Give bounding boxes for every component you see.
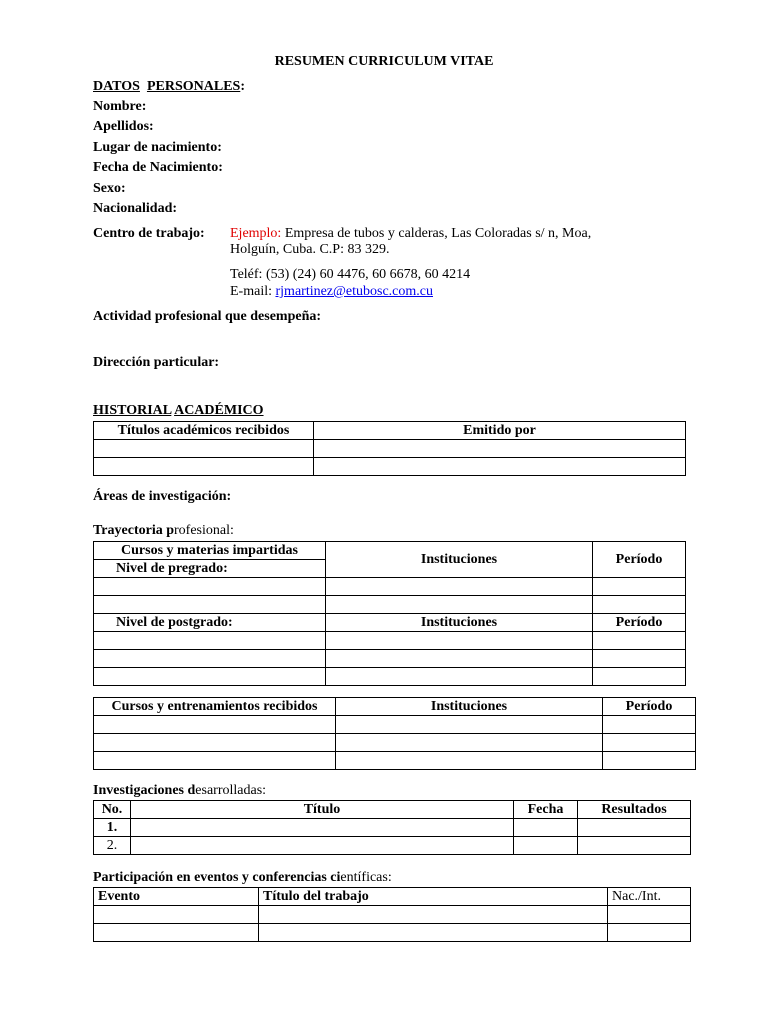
academic-table <box>93 421 686 476</box>
row-number-2: 2. <box>94 837 131 855</box>
table-cell[interactable] <box>94 458 314 476</box>
trajectory-label-rest: rofesional: <box>174 523 234 538</box>
field-nombre: Nombre: <box>93 99 147 114</box>
col-periodo: Período <box>603 698 696 716</box>
trajectory-table <box>93 541 686 686</box>
example-word: Ejemplo: <box>230 226 282 241</box>
table-cell[interactable] <box>326 632 593 650</box>
row-number-1: 1. <box>94 819 131 837</box>
table-row <box>94 458 686 476</box>
work-email-line <box>230 282 433 302</box>
investigations-label-bold: Investigaciones d <box>93 783 196 798</box>
table-cell[interactable] <box>336 716 603 734</box>
table-cell[interactable] <box>578 837 691 855</box>
col-evento: Evento <box>94 888 259 906</box>
table-cell[interactable] <box>608 906 691 924</box>
address-label: Dirección particular: <box>93 355 220 370</box>
table-cell[interactable] <box>593 650 686 668</box>
trajectory-label-bold: Trayectoria p <box>93 523 174 538</box>
table-cell[interactable] <box>94 596 326 614</box>
table-row <box>94 716 696 734</box>
table-row <box>94 578 686 596</box>
col-cursos-recibidos: Cursos y entrenamientos recibidos <box>94 698 336 716</box>
investigations-label <box>93 781 266 801</box>
table-row <box>94 906 691 924</box>
table-row <box>94 837 691 855</box>
table-cell[interactable] <box>326 650 593 668</box>
table-cell[interactable] <box>94 578 326 596</box>
table-cell[interactable] <box>514 819 578 837</box>
col-fecha: Fecha <box>514 801 578 819</box>
table-row <box>94 632 686 650</box>
table-cell[interactable] <box>578 819 691 837</box>
field-fecha-nacimiento: Fecha de Nacimiento: <box>93 160 223 175</box>
table-cell[interactable] <box>131 819 514 837</box>
personal-data-heading <box>93 77 245 97</box>
col-no: No. <box>94 801 131 819</box>
table-cell[interactable] <box>314 440 686 458</box>
table-cell[interactable] <box>259 906 608 924</box>
col-instituciones: Instituciones <box>326 542 593 578</box>
academic-heading-word1: HISTORIAL <box>93 403 172 418</box>
table-header-row <box>94 614 686 632</box>
personal-heading-word1: DATOS <box>93 79 140 94</box>
table-row <box>94 819 691 837</box>
events-table <box>93 887 691 942</box>
table-cell[interactable] <box>603 752 696 770</box>
table-cell[interactable] <box>94 924 259 942</box>
table-cell[interactable] <box>593 668 686 686</box>
work-address-line2: Holguín, Cuba. C.P: 83 329. <box>230 242 390 257</box>
table-cell[interactable] <box>94 632 326 650</box>
table-cell[interactable] <box>94 716 336 734</box>
table-cell[interactable] <box>259 924 608 942</box>
table-cell[interactable] <box>326 596 593 614</box>
table-cell[interactable] <box>94 734 336 752</box>
work-address-text: Empresa de tubos y calderas, Las Coloradas s/ n, Moa, <box>281 226 592 241</box>
table-cell[interactable] <box>94 650 326 668</box>
table-cell[interactable] <box>94 668 326 686</box>
document-title: RESUMEN CURRICULUM VITAE <box>274 54 494 69</box>
table-cell[interactable] <box>336 752 603 770</box>
work-phone: Teléf: (53) (24) 60 4476, 60 6678, 60 4214 <box>230 267 471 282</box>
table-cell[interactable] <box>314 458 686 476</box>
table-row <box>94 650 686 668</box>
work-center-label: Centro de trabajo: <box>93 226 205 241</box>
col-titulo-trabajo: Título del trabajo <box>259 888 608 906</box>
table-cell[interactable] <box>593 578 686 596</box>
investigations-label-rest: esarrolladas: <box>195 783 267 798</box>
research-areas-label: Áreas de investigación: <box>93 489 232 504</box>
email-link[interactable]: rjmartinez@etubosc.com.cu <box>275 284 433 299</box>
table-header-row <box>94 888 691 906</box>
personal-heading-word2: PERSONALES <box>146 79 241 94</box>
col-titulos: Títulos académicos recibidos <box>94 422 314 440</box>
table-row <box>94 924 691 942</box>
field-nacionalidad: Nacionalidad: <box>93 201 178 216</box>
col-nac-int: Nac./Int. <box>608 888 691 906</box>
table-cell[interactable] <box>94 906 259 924</box>
col-titulo: Título <box>131 801 514 819</box>
col-instituciones: Instituciones <box>336 698 603 716</box>
field-sexo: Sexo: <box>93 181 126 196</box>
table-header-row <box>94 542 686 560</box>
table-header-row <box>94 422 686 440</box>
table-row <box>94 596 686 614</box>
col-periodo-post: Período <box>593 614 686 632</box>
table-cell[interactable] <box>94 440 314 458</box>
col-instituciones-post: Instituciones <box>326 614 593 632</box>
table-cell[interactable] <box>326 668 593 686</box>
table-cell[interactable] <box>593 596 686 614</box>
events-label <box>93 868 392 888</box>
col-periodo: Período <box>593 542 686 578</box>
table-cell[interactable] <box>131 837 514 855</box>
academic-heading <box>93 401 264 421</box>
col-emitido: Emitido por <box>314 422 686 440</box>
events-label-rest: entíficas: <box>340 870 392 885</box>
table-cell[interactable] <box>336 734 603 752</box>
trajectory-label <box>93 521 234 541</box>
table-cell[interactable] <box>326 578 593 596</box>
courses-header <box>94 542 326 560</box>
table-cell[interactable] <box>593 632 686 650</box>
table-row <box>94 752 696 770</box>
table-row <box>94 734 696 752</box>
table-row <box>94 440 686 458</box>
table-header-row <box>94 698 696 716</box>
email-label: E-mail: <box>230 284 276 299</box>
field-lugar-nacimiento: Lugar de nacimiento: <box>93 140 222 155</box>
table-cell[interactable] <box>603 734 696 752</box>
courses-header-label: Cursos y materias impartidas <box>121 543 298 558</box>
col-resultados: Resultados <box>578 801 691 819</box>
events-label-bold: Participación en eventos y conferencias ci <box>93 870 341 885</box>
academic-heading-word2: ACADÉMICO <box>174 403 264 418</box>
table-cell[interactable] <box>608 924 691 942</box>
field-apellidos: Apellidos: <box>93 119 154 134</box>
training-table <box>93 697 696 770</box>
undergrad-label: Nivel de pregrado: <box>94 560 326 578</box>
personal-heading-colon: : <box>240 79 245 94</box>
table-cell[interactable] <box>603 716 696 734</box>
table-header-row <box>94 801 691 819</box>
activity-label: Actividad profesional que desempeña: <box>93 309 322 324</box>
table-cell[interactable] <box>514 837 578 855</box>
investigations-table <box>93 800 691 855</box>
table-cell[interactable] <box>94 752 336 770</box>
table-row <box>94 668 686 686</box>
postgrad-label: Nivel de postgrado: <box>94 614 326 632</box>
